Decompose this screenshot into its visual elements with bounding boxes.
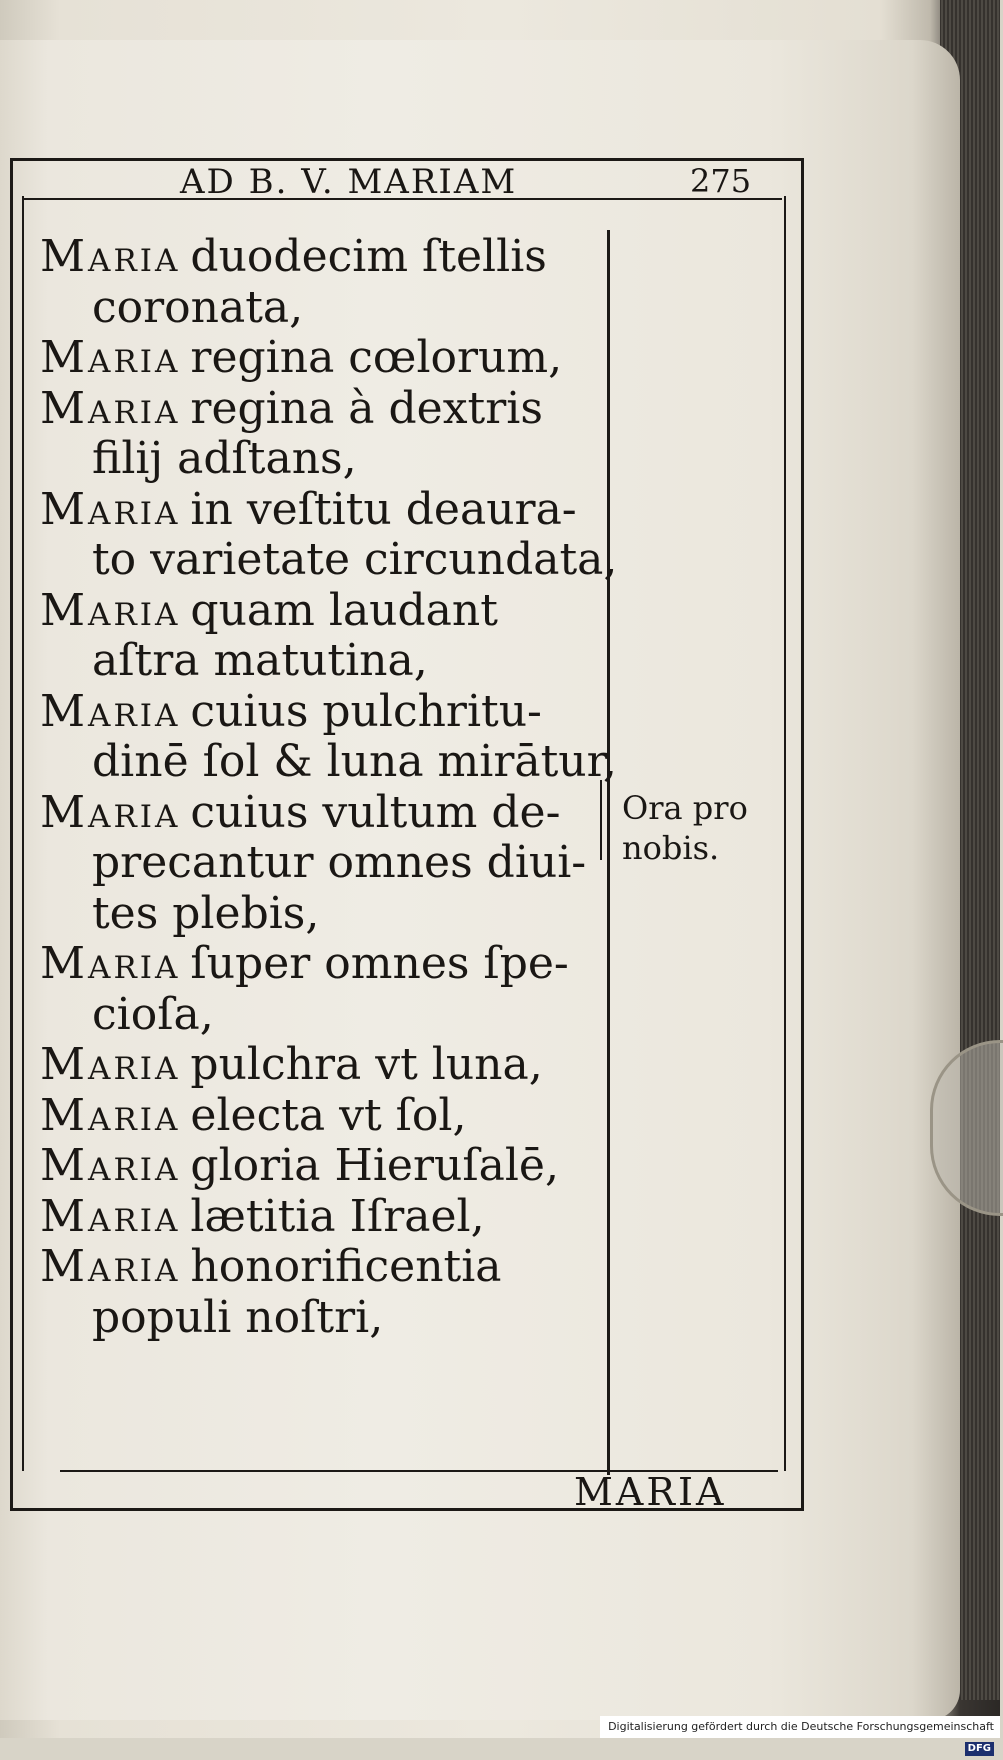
litany-invocation-line: Maria quam laudant	[40, 584, 498, 636]
litany-invocation-line: Maria cuius vultum de-	[40, 786, 561, 838]
litany-continuation-line: dinē ſol & luna mirātur,	[92, 736, 617, 787]
litany-invocation-line: Maria in veſtitu deaura-	[40, 483, 577, 535]
maria-name: Maria	[40, 786, 181, 838]
maria-name: Maria	[40, 1089, 181, 1141]
dfg-logo-icon: DFG	[965, 1742, 994, 1756]
litany-entry	[40, 483, 618, 586]
litany-continuation-line: to varietate circundata,	[92, 534, 618, 585]
litany-entry	[40, 384, 615, 485]
litany-continuation-line: precantur omnes diui-	[92, 837, 587, 888]
page-number: 275	[690, 162, 752, 200]
litany-entry	[40, 586, 615, 687]
litany-invocation-line: Maria regina cœlorum,	[40, 332, 563, 383]
litany-entry	[40, 1192, 615, 1243]
maria-name: Maria	[40, 938, 181, 989]
litany-continuation-line: tes plebis,	[92, 887, 320, 939]
maria-name: Maria	[40, 685, 181, 737]
maria-name: Maria	[40, 332, 181, 383]
litany-entry	[40, 939, 615, 1040]
litany-invocation-line: Maria regina à dextris	[40, 382, 543, 434]
litany-entry	[40, 687, 615, 788]
litany-entry	[40, 1091, 615, 1142]
litany-continuation-line: populi noſtri,	[92, 1291, 384, 1343]
maria-name: Maria	[40, 1241, 181, 1292]
litany-entry	[40, 232, 615, 333]
maria-name: Maria	[40, 1039, 181, 1090]
response-line-2: nobis.	[622, 829, 720, 867]
catchword: MARIA	[574, 1470, 727, 1514]
footer-text: Digitalisierung gefördert durch die Deutsche Forschungsgemeinschaft	[608, 1720, 994, 1733]
litany-continuation-line: aſtra matutina,	[92, 635, 428, 686]
litany-invocation-line: Maria lætitia Iſrael,	[40, 1190, 485, 1242]
maria-name: Maria	[40, 483, 181, 535]
litany-invocation-line: Maria gloria Hieruſalē,	[40, 1140, 559, 1191]
maria-name: Maria	[40, 382, 181, 434]
litany-continuation-line: coronata,	[92, 281, 304, 333]
response-line-1: Ora pro	[622, 789, 748, 827]
litany-invocation-line: Maria cuius pulchritu-	[40, 685, 542, 737]
maria-name: Maria	[40, 1140, 181, 1191]
litany-entry	[40, 1242, 615, 1343]
litany-invocation-line: Maria electa vt ſol,	[40, 1089, 467, 1141]
litany-invocation-line: Maria honorificentia	[40, 1241, 502, 1292]
litany-continuation-line: filij adſtans,	[92, 433, 357, 484]
maria-name: Maria	[40, 231, 181, 282]
maria-name: Maria	[40, 1190, 181, 1242]
litany-entry	[40, 1141, 615, 1192]
running-head: AD B. V. MARIAM	[180, 162, 518, 202]
response-ora-pro-nobis	[622, 788, 782, 868]
maria-name: Maria	[40, 584, 181, 636]
litany-entry	[40, 788, 615, 940]
litany-invocation-line: Maria pulchra vt luna,	[40, 1039, 543, 1090]
litany-invocation-line: Maria ſuper omnes ſpe-	[40, 938, 569, 989]
litany-invocation-line: Maria duodecim ſtellis	[40, 231, 547, 282]
litany-entry	[40, 333, 615, 384]
litany-entry	[40, 1040, 615, 1091]
litany-continuation-line: cioſa,	[92, 988, 214, 1040]
response-brace	[600, 780, 620, 860]
litany-list	[40, 231, 618, 1343]
digitization-footer	[600, 1716, 1000, 1754]
